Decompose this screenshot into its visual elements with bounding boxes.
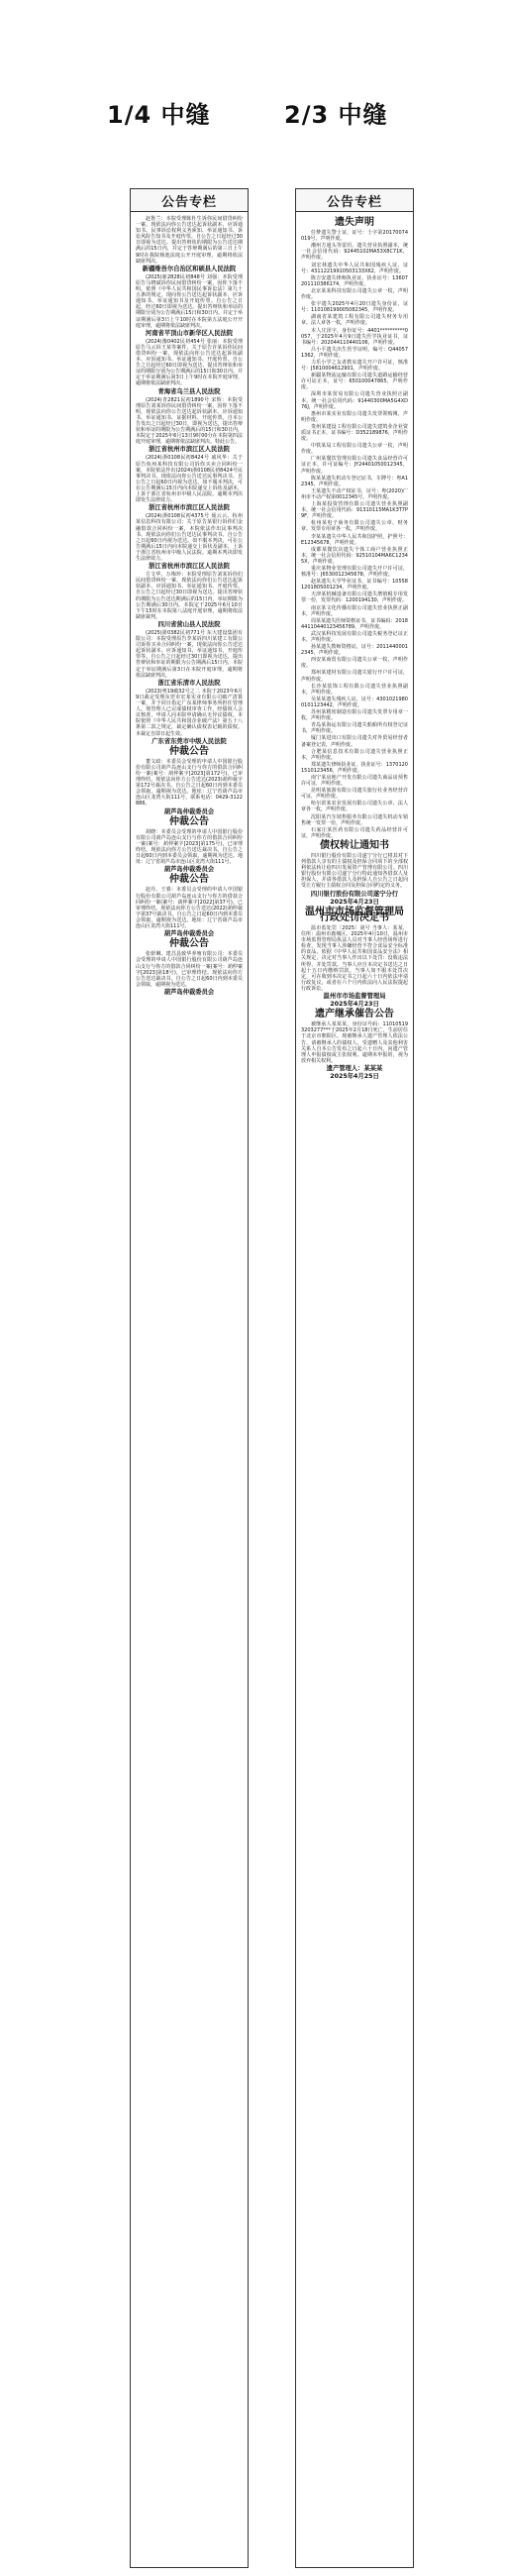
notice-paragraph: 中铁某局工程有限公司遗失公章一枚，声明作废。 <box>301 443 408 456</box>
notice-signature: 遗产管理人：某某某 <box>326 1064 383 1072</box>
section-heading: 债权转让通知书 <box>320 839 389 851</box>
notice-paragraph: 郑某遗失律师执业证，执业证号：13701201510123456，声明作废。 <box>301 761 408 774</box>
right-gutter-label: 2/3 中缝 <box>284 101 388 129</box>
notice-paragraph: 温市监处罚〔2025〕第号 当事人：某某，住所：温州市鹿城区。2025年4月10日，温州市市场监督管理局执法人员对当事人经营场所进行检查，发现当事人涉嫌经营不符合食品安全标准的食品。依据《中华人民共和国食品安全法》相关规定，决定对当事人作出以下处罚：没收违法所得，并处罚款。当事人应自本决定书送达之日起十五日内缴纳罚款。当事人如不服本处罚决定，可在收到本决定书之日起六十日内依法申请行政复议，或者在六个月内依法向人民法院提起行政诉讼。 <box>301 924 408 992</box>
notice-paragraph: 新疆某物流运输有限公司遗失道路运输经营许可证正本，证号：650100047865，声明作废。 <box>301 373 408 391</box>
notice-signature: 2025年4月23日 <box>330 898 379 906</box>
notice-paragraph: 苏州某精密制造有限公司遗失发票专用章一枚，声明作废。 <box>301 709 408 722</box>
notice-paragraph: 湖南省某建筑工程有限公司遗失财务专用章、法人章各一枚，声明作废。 <box>301 314 408 327</box>
notice-paragraph: 上海某投资管理有限公司遗失营业执照副本，统一社会信用代码：91310115MA1K3T7P9F，声明作废。 <box>301 501 408 520</box>
notice-signature: 2025年4月25日 <box>330 1073 379 1080</box>
section-heading: 遗失声明 <box>335 217 374 228</box>
notice-paragraph: 董文政：本委员会受理的申请人中国银行股份有限公司葫芦岛连山支行与你方的借款合同纠纷一案(案号：葫仲案字[2023]第172号)，已审理终结。现依法向你方公告送达(2023)葫仲裁字第172号裁决书。自公告之日起60日内到本委员会领取，逾期视为送达。地址：辽宁省葫芦岛市连山区龙湾大街111号，联系电话：0429-3122886。 <box>136 758 243 807</box>
notice-paragraph: 张宇遗失2025年4月20日遗失身份证，证号：110108199005082345，声明作废。 <box>301 301 408 314</box>
notice-signature: 广东省东莞市中级人民法院 <box>152 737 227 745</box>
notice-paragraph: 北京某某科技有限公司遗失公章一枚，声明作废。 <box>301 287 408 301</box>
notice-paragraph: 重庆某物业管理有限公司遗失开户许可证，核准号：J6530012345678，声明作废。 <box>301 565 408 579</box>
notice-signature: 温州市市场监督管理局 <box>323 992 386 1000</box>
notice-paragraph: 贵州某建设工程有限公司遗失建筑业企业资质证书正本，证书编号：D352189876，声明作废。 <box>301 423 408 443</box>
notice-paragraph: 武汉某科技发展有限公司遗失税务登记证正本，声明作废。 <box>301 630 408 643</box>
notice-paragraph: 任梦遗失警士证，证号：士字第20170074019号，声明作废。 <box>301 230 408 243</box>
notice-paragraph: 周某某遗失医师资格证书，证书编码：201844110440123456789，声明作废。 <box>301 617 408 630</box>
notice-paragraph: 青岛某海运有限公司遗失船舶所有权登记证书，声明作废。 <box>301 722 408 735</box>
notice-paragraph: 吴某某遗失残疾人证，证号：43010219800101123442，声明作废。 <box>301 696 408 708</box>
notice-paragraph: 合肥某信息技术有限公司遗失营业执照正本，声明作废。 <box>301 748 408 761</box>
notice-paragraph: 南京某文化传播有限公司遗失营业执照正副本，声明作废。 <box>301 604 408 617</box>
section-heading: 仲裁公告 <box>169 745 209 757</box>
notice-paragraph: 吕小平遗失出生医学证明，编号：Q440571362，声明作废。 <box>301 346 408 359</box>
notice-paragraph: 哈尔滨某农业发展有限公司遗失公章、法人章各一枚，声明作废。 <box>301 801 408 813</box>
notice-paragraph: 沈阳某汽车销售服务有限公司遗失机动车销售统一发票一份，声明作废。 <box>301 813 408 826</box>
notice-paragraph: 郑州某建材有限公司遗失银行开户许可证，声明作废。 <box>301 670 408 683</box>
notice-paragraph: 李某某遗失中华人民共和国护照，护照号：E12345678，声明作废。 <box>301 533 408 546</box>
notice-paragraph: 被继承人某某某，身份证号码：110105193203277***于2025年2月18日死亡，生前居住于北京市朝阳区。现被继承人遗产管理人依法公告，请被继承人的债权人、受遗赠人及其他利害关系人自本公告发布之日起六十日内，向遗产管理人申报债权或主张权利。逾期未申报的，视为放弃相关权利。 <box>301 1021 408 1064</box>
notice-paragraph: 力乐小学之友者教室遗失开户许可证，核准号：J5810004612901，声明作废。 <box>301 359 408 373</box>
notice-signature: 葫芦岛仲裁委员会 <box>163 866 215 874</box>
page-header <box>0 95 505 135</box>
left-gutter-label: 1/4 中缝 <box>107 101 211 129</box>
notice-paragraph: 杭州某电子商务有限公司遗失公章、财务章、发票专用章各一枚，声明作废。 <box>301 520 408 533</box>
notice-paragraph: 王某遗失不动产权证书，证号：粤(2020)广州市不动产权第0012345号，声明作废。 <box>301 487 408 500</box>
left-column-title: 公告专栏 <box>131 189 248 212</box>
notice-signature: 四川银行股份有限公司遂宁分行 <box>310 890 399 898</box>
notice-paragraph: 天津某机械设备有限公司遗失增值税专用发票一份，发票代码：1200194130，声明作废。 <box>301 591 408 604</box>
right-notice-column <box>295 188 414 2568</box>
notice-signature: 浙江省杭州市滨江区人民法院 <box>149 563 230 571</box>
section-heading: 仲裁公告 <box>169 815 209 827</box>
notice-paragraph: (2024)浙0108民初8424号 戚风华：关于原告杭州某科技有限公司诉你买卖合同纠纷一案，本院依法作出(2024)浙0108民初8424号民事判决书。现依法向你公告送达民事判决书。自公告之日起60日内视为送达。如不服本判决，可在公告期满后15日内向本院递交上诉状及副本，上诉于浙江省杭州市中级人民法院。逾期本判决即发生法律效力。 <box>136 455 243 504</box>
right-column-content <box>296 212 413 1080</box>
notice-paragraph: 厦门某进出口有限公司遗失对外贸易经营者备案登记表，声明作废。 <box>301 735 408 748</box>
notice-paragraph: (2024)青2821民初1890号 宋辉：本院受理原告刘某诉你民间借贷纠纷一案，因你下落不明，现依法向你公告送达起诉状副本、应诉通知书、举证通知书、证据材料、开庭传票。自本公告发出之日起经过30日，即视为送达。提出答辩状和举证的期限为公告期满后的15日和30日内，本院定于2025年6月13日9时00分在本院第四法庭开庭审理，逾期将依法缺席判决。特此公告。 <box>136 396 243 446</box>
left-notice-column <box>130 188 249 2568</box>
notice-paragraph: 西安某商贸有限公司遗失公章一枚，声明作废。 <box>301 657 408 670</box>
notice-paragraph: 南宁某房地产开发有限公司遗失商品房预售许可证，声明作废。 <box>301 774 408 788</box>
notice-paragraph: 胡晓：本委员会受理的申请人中国银行股份有限公司葫芦岛连山支行与你方的借款合同纠纷一案(案号：葫仲案字[2023]第175号)，已审理终结。现依法向你方公告送达裁决书。自公告之日起60日内到本委员会领取，逾期视为送达。地址：辽宁省葫芦岛市连山区龙湾大街111号。 <box>136 828 243 866</box>
notice-paragraph: 刘宏林遗失中华人民共和国残疾人证，证号：43112219910503133X62，声明作废。 <box>301 262 408 274</box>
notice-paragraph: 广州某餐饮管理有限公司遗失食品经营许可证正本，许可证编号：JY24401050012345，声明作废。 <box>301 456 408 475</box>
notice-signature: 2025年4月23日 <box>330 1001 379 1009</box>
section-heading: 仲裁公告 <box>169 874 209 886</box>
notice-paragraph: 赵丹、王睿：本委员会受理的申请人中国银行股份有限公司葫芦岛连山支行与你方的借款合同纠纷一案(案号：葫仲案字[2022]第37号)，已审理终结。现依法向你方公告送达(2022)葫仲裁字第37号裁决书。自公告之日起60日内到本委员会领取，逾期视为送达。地址：辽宁省葫芦岛市连山区龙湾大街111号。 <box>136 887 243 930</box>
notice-signature: 青海省乌兰县人民法院 <box>157 387 221 395</box>
notice-signature: 浙江省乐清市人民法院 <box>157 679 221 687</box>
notice-paragraph: 昆明某旅游有限公司遗失旅行社业务经营许可证，声明作废。 <box>301 788 408 801</box>
notice-signature: 河南省平顶山市新华区人民法院 <box>145 329 234 337</box>
section-heading: 遗产继承催告公告 <box>315 1009 394 1020</box>
left-column-content <box>131 212 248 996</box>
notice-paragraph: 石家庄某医药有限公司遗失药品经营许可证，声明作废。 <box>301 826 408 839</box>
notice-signature: 新疆维吾尔自治区和硕县人民法院 <box>142 265 237 272</box>
right-column-title: 公告专栏 <box>296 189 413 212</box>
notice-signature: 四川省营山县人民法院 <box>157 620 221 628</box>
notice-paragraph: 深圳市某贸易有限公司遗失营业执照正副本，统一社会信用代码：91440300MA5G4XD76J，声明作废。 <box>301 391 408 410</box>
notice-paragraph: 陈吉安遗失律师执业证，执业证号：13607201110386174，声明作废。 <box>301 274 408 287</box>
notice-paragraph: (2023)粤19破32号之二 本院于2023年6月9日裁定受理东莞市宏某实业有限公司破产清算一案，并于同日指定广东某律师事务所担任管理人。现管理人已完成债权审查工作，经债权人会议核查，申请人向本院申请确认无异议债权。本院依照《中华人民共和国企业破产法》第五十八条第二款之规定，裁定确认债权表记载的债权。本裁定自即日起生效。 <box>136 688 243 737</box>
notice-paragraph: 赵鲁兰：本院受理陈杜生诉你民间借贷纠纷一案，现依法向你公告送达起诉状副本、应诉通知书、民事诉讼权利义务须知、举证通知书、诉讼风险告知书及开庭传票。自公告之日起经过30日即视为送达。提出答辩状的期限为公告送达期满后的15日内，并定于答辩期满后的第三日上午9时在我院杨池法庭公开开庭审理，逾期将依法缺席判决。 <box>136 216 243 265</box>
notice-signature: 葫芦岛仲裁委员会 <box>163 930 215 938</box>
notice-paragraph: 惠州市某实业有限公司遗失发票领购簿，声明作废。 <box>301 410 408 423</box>
notice-signature: 浙江省杭州市滨江区人民法院 <box>149 504 230 512</box>
notice-paragraph: 成都某餐饮店遗失个体工商户营业执照正本，统一社会信用代码：92510104MA6C12345X，声明作废。 <box>301 546 408 565</box>
section-heading: 仲裁公告 <box>169 938 209 950</box>
notice-paragraph: 长沙某装饰工程有限公司遗失营业执照副本，声明作废。 <box>301 683 408 696</box>
notice-signature: 浙江省杭州市滨江区人民法院 <box>149 446 230 454</box>
notice-paragraph: 孙某遗失教师资格证，证号：20114400012345，声明作废。 <box>301 644 408 657</box>
notice-paragraph: 本人庄泽宇，身份证号：4401**********0057，于2025年4月9日遗失医学执业证书，证书编号：202044110440106，声明作废。 <box>301 327 408 346</box>
notice-paragraph: 四川银行股份有限公司遂宁分行已将其对下列借款人享有的主债权及担保合同项下的全部权利依法转让给四川发展资产管理有限公司。四川银行股份有限公司遂宁分行特此通知各借款人及担保人，并请各借款人及担保人自公告之日起向受让方履行主债权合同及担保合同约定的义务。 <box>301 853 408 890</box>
notice-paragraph: (2025)浙0382民初771号 东大建设集团有限公司：本院受理原告李某诉四川某建工有限公司诉你买卖合同纠纷一案，现依法向你公告送达起诉状副本、应诉通知书、举证通知书、开庭传票等。自公告之日起经过30日即视为送达，提出答辩状和举证的期限为公告期满后15日内，本院定于举证期满后第3日在本院开庭审理，逾期将依法缺席判决。 <box>136 630 243 679</box>
notice-paragraph: 潮州方通头等雷汛，遗失营业执照副本，统一社会信用代码：92445102MA53X8C71K，声明作废。 <box>301 243 408 262</box>
notice-paragraph: (2024)浙0108民初4375号 聂云云、杭州某信息科技有限公司：关于原告某银行诉你们金融借款合同纠纷一案，本院依法作出民事判决书，现依法向你们公告送达民事判决书。自公告之日起60日内视为送达。如不服本判决，可在公告期满后15日内向本院递交上诉状及副本，上诉于浙江省杭州市中级人民法院。逾期本判决即发生法律效力。 <box>136 513 243 562</box>
notice-signature: 葫芦岛仲裁委员会 <box>163 988 215 996</box>
notice-signature: 葫芦岛仲裁委员会 <box>163 807 215 815</box>
notice-paragraph: 方文华、万梅珍：本院受理原告刘某诉你们民间借贷纠纷一案，现依法向你们公告送达起诉状副本、应诉通知书、举证通知书、开庭传票。自公告之日起经过30日即视为送达。提出答辩状的期限为公告送达期满后的15日内，举证期限为公告期满后30日内。本院定于2025年6月10日下午15时在本院第八法庭开庭审理，逾期将依法缺席裁判。 <box>136 572 243 620</box>
notice-paragraph: (2024)豫0402民初454号 张丽：本院受理原告马云诉王某等案件，关于原告许某诉你民间借贷纠纷一案，现依法向你公告送达起诉状副本、应诉通知书、举证通知书、开庭传票。自公告之日起经过60日即视为送达，提出答辩状和举证的期限分别为公告期满后的15日和30日内。并定于举证期满后第3日上午9时在本院开庭审理，逾期将依法缺席判决。 <box>136 338 243 387</box>
notice-paragraph: 陈某某遗失机动车登记证书，车牌号：粤A12345，声明作废。 <box>301 475 408 487</box>
notice-paragraph: 赵某遗失大学毕业证书，证书编号：105581201805001234，声明作废。 <box>301 579 408 591</box>
notice-paragraph: 张妍琳、建昌县致华养殖有限公司：本委员会受理的申请人中国银行股份有限公司葫芦岛连山支行与你方的借款合同纠纷一案(案号：葫仲案字[2023]第18号)，已审理终结。现依法向你方公告送达裁决书。自公告之日起60日内到本委员会领取，逾期视为送达。 <box>136 951 243 988</box>
section-heading: 温州市市场监督管理局行政处罚决定书 <box>305 906 404 923</box>
notice-paragraph: (2025)新2828民初848号 刘强：本院受理原告马晓斌诉你民间借贷纠纷一案，因你下落不明，依照《中华人民共和国民事诉讼法》第九十五条的规定，现向你公告送达起诉状副本、应诉通知书、举证通知书及开庭传票。自公告之日起，经过60日即视为送达。提出答辩状和举证的期限分别为公告期满后15日和30日内。并定于举证期满后第3日上午10时在本院第五法庭公开开庭审理，逾期将依法缺席判决。 <box>136 273 243 329</box>
